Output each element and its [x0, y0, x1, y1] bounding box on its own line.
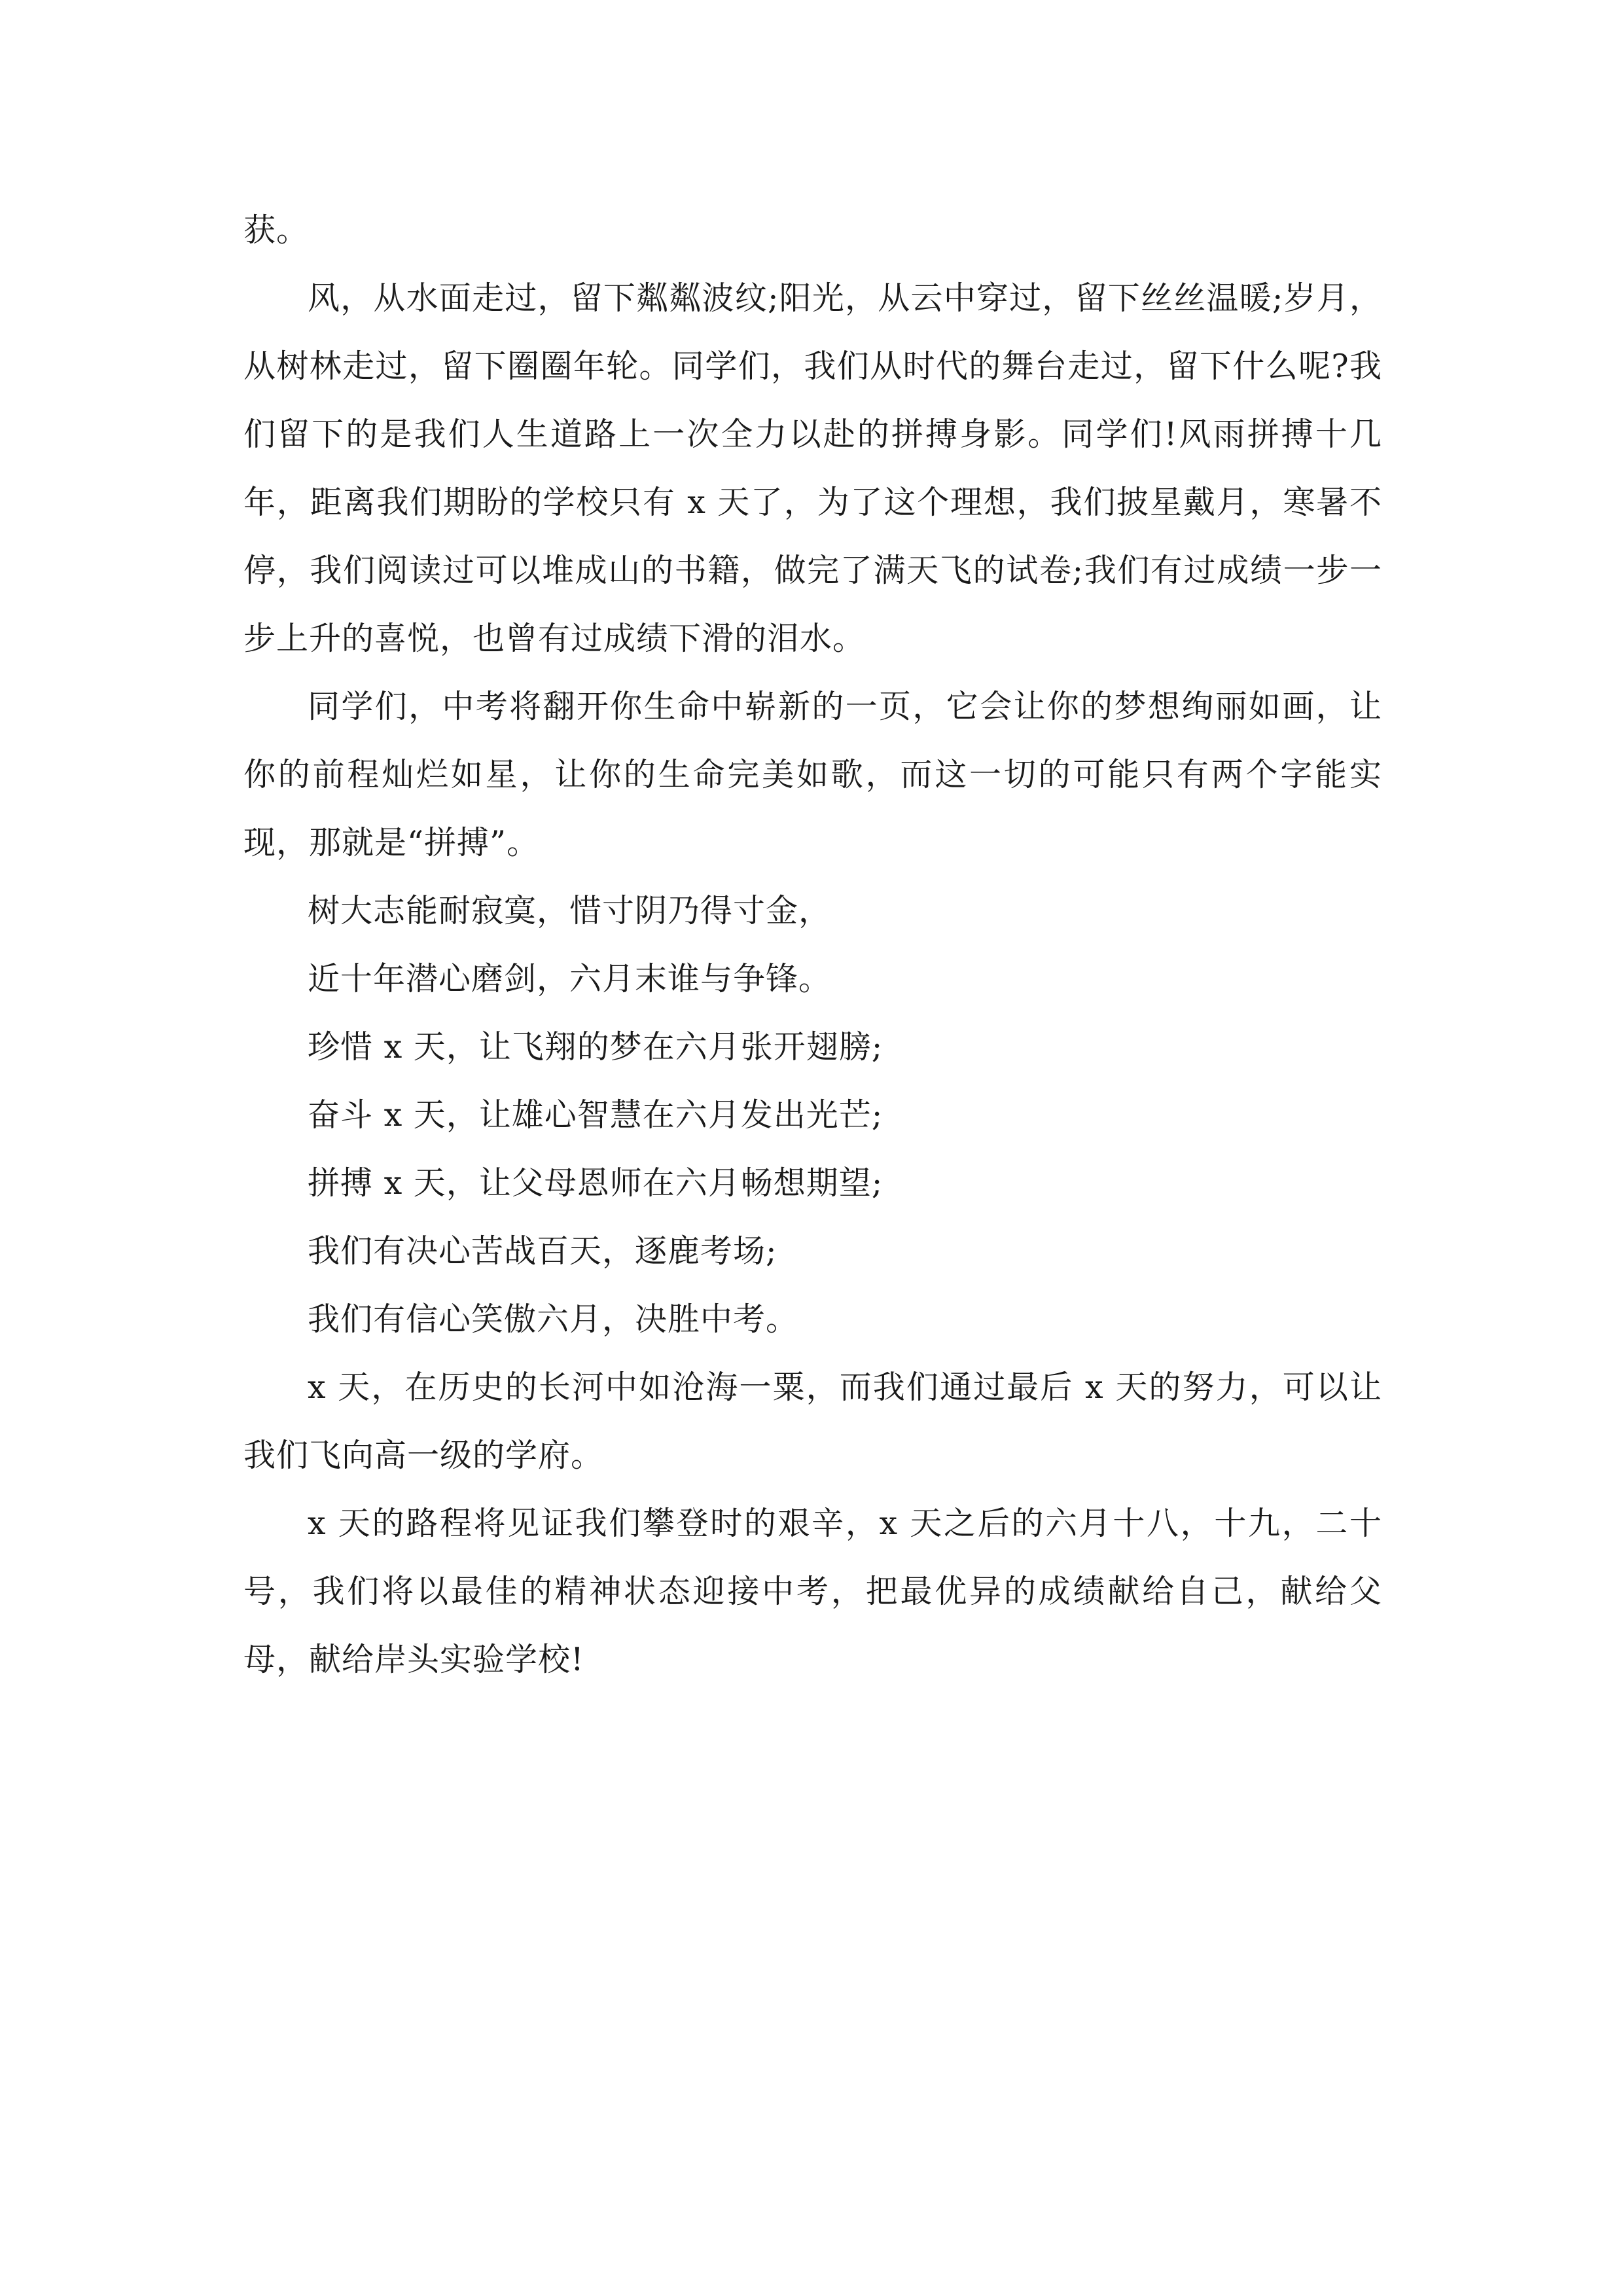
verse-line: 奋斗 x 天，让雄心智慧在六月发出光芒; — [308, 1096, 883, 1134]
verse-line: 珍惜 x 天，让飞翔的梦在六月张开翅膀; — [308, 1028, 883, 1066]
verse-line: 我们有信心笑傲六月，决胜中考。 — [308, 1300, 799, 1338]
paragraph-wind: 风，从水面走过，留下粼粼波纹;阳光，从云中穿过，留下丝丝温暖;岁月，从树林走过，留下圈圈年轮。同学们，我们从时代的舞台走过，留下什么呢?我们留下的是我们人生道路上一次全力以赴的拼搏身影。同学们!风雨拼搏十几年，距离我们期盼的学校只有 x 天了，为了这个理想，我们披星戴月，寒暑不停，我们阅读过可以堆成山的书籍，做完了满天飞的试卷;我们有过成绩一步一步上升的喜悦，也曾有过成绩下滑的泪水。 — [243, 279, 1382, 657]
verse-line: 我们有决心苦战百天，逐鹿考场; — [308, 1232, 777, 1270]
verse-line: 近十年潜心磨剑，六月末谁与争锋。 — [308, 960, 832, 997]
verse-line: 树大志能耐寂寞，惜寸阴乃得寸金， — [308, 892, 832, 929]
paragraph-continuation: 获。 — [243, 211, 310, 249]
paragraph-days: x 天，在历史的长河中如沧海一粟，而我们通过最后 x 天的努力，可以让我们飞向高一级的学府。 — [243, 1369, 1382, 1474]
verse-line: 拼搏 x 天，让父母恩师在六月畅想期望; — [308, 1164, 883, 1202]
paragraph-closing: x 天的路程将见证我们攀登时的艰辛，x 天之后的六月十八，十九，二十号，我们将以最佳的精神状态迎接中考，把最优异的成绩献给自己，献给父母，献给岸头实验学校! — [243, 1505, 1382, 1678]
document-body — [243, 196, 1382, 1694]
paragraph-exam: 同学们，中考将翻开你生命中崭新的一页，它会让你的梦想绚丽如画，让你的前程灿烂如星，让你的生命完美如歌，而这一切的可能只有两个字能实现，那就是“拼搏”。 — [243, 688, 1382, 861]
